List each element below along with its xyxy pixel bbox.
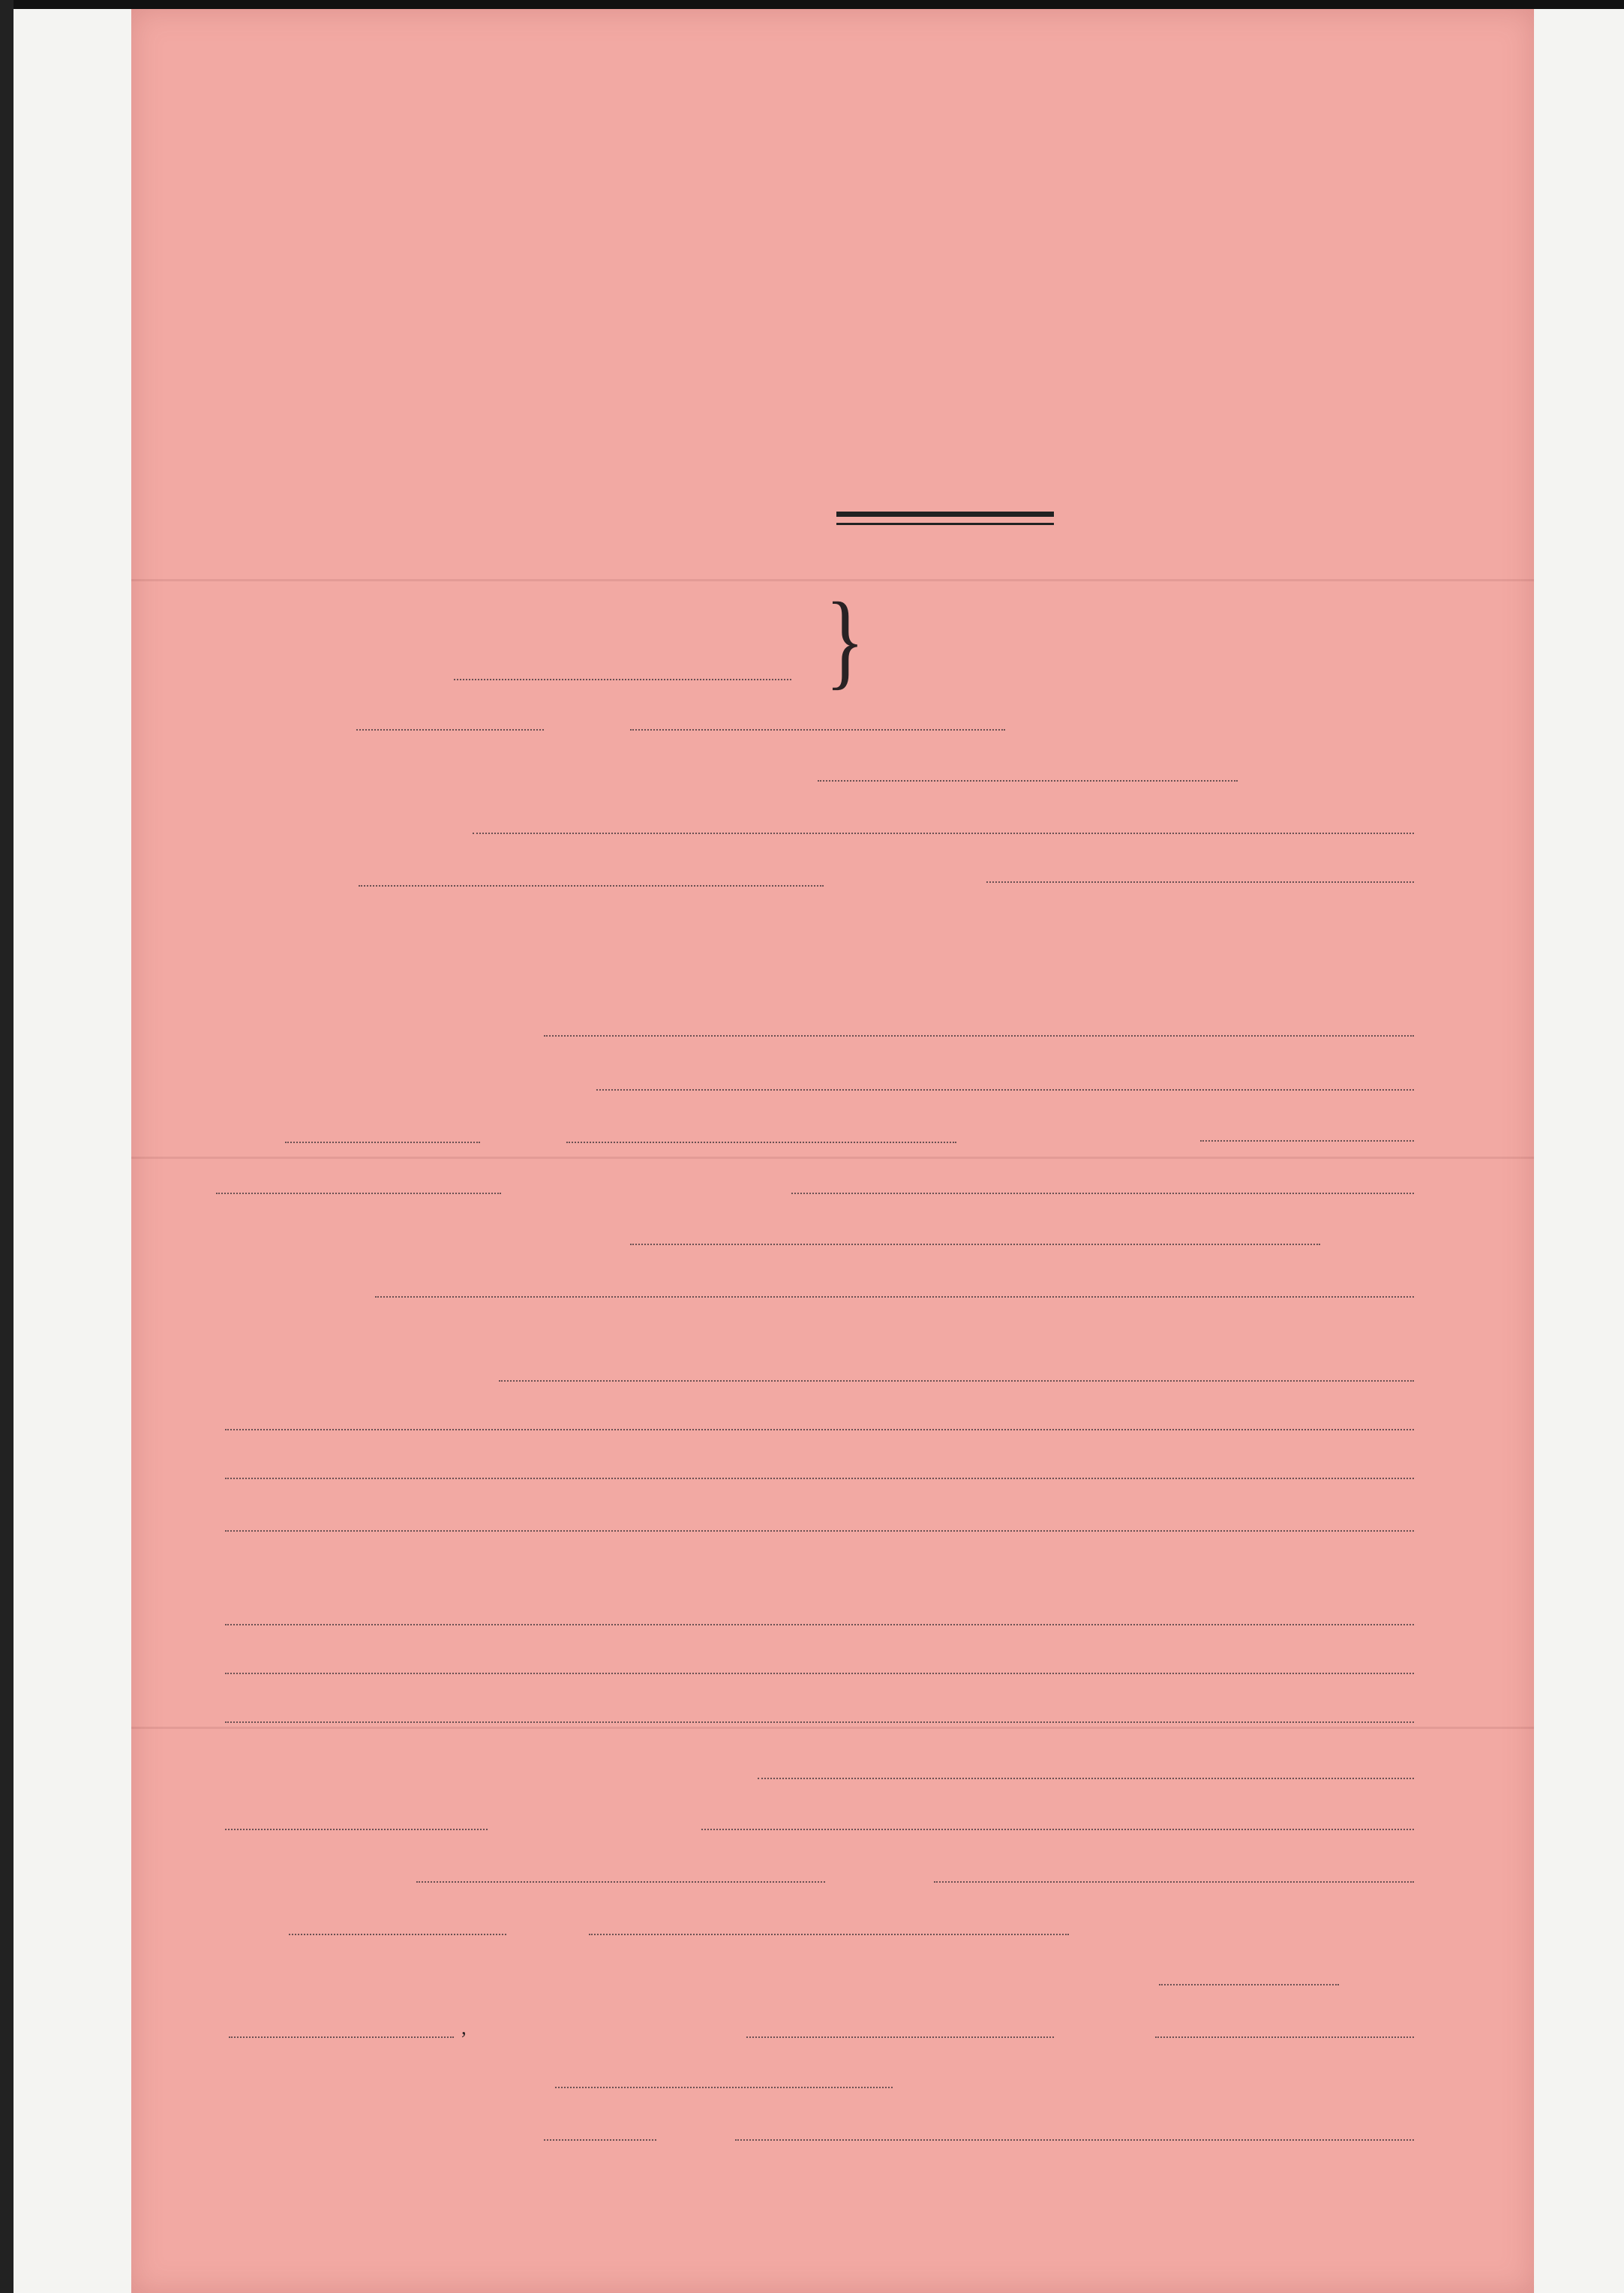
scan-left-edge <box>0 0 14 2293</box>
death-day-line <box>1159 1984 1339 1985</box>
regiment-state-line <box>791 1193 1414 1194</box>
pension-line <box>225 1624 1414 1625</box>
also-served-line <box>499 1380 1414 1382</box>
scan-top-edge <box>0 0 1624 9</box>
residence-line <box>359 885 824 887</box>
under-name-pre-line <box>225 1829 488 1830</box>
discharged-line <box>630 1244 1320 1245</box>
month-line <box>630 729 1005 731</box>
claimant-line <box>473 833 1414 834</box>
married-line <box>758 1778 1414 1779</box>
day-line <box>356 729 544 731</box>
on-account-line <box>375 1296 1414 1298</box>
county-brace: } <box>825 580 865 700</box>
marriage-state-line <box>934 1881 1414 1883</box>
regiment-line <box>216 1193 501 1194</box>
pension-claim-form <box>131 9 1534 2293</box>
fold-crease <box>131 1727 1534 1729</box>
husband-line <box>544 1035 1414 1037</box>
title-rule <box>836 512 1054 517</box>
since-line <box>735 2139 1414 2141</box>
death-month-line <box>229 2036 454 2038</box>
marriage-month-line <box>589 1934 1069 1935</box>
enlist-day-line <box>285 1142 480 1143</box>
also-served-line <box>225 1530 1414 1532</box>
resident-county-line <box>555 2087 893 2088</box>
marriage-day-line <box>289 1934 506 1935</box>
company-line <box>1200 1140 1414 1142</box>
official-line <box>818 780 1238 782</box>
title-rule <box>836 523 1054 525</box>
also-served-line <box>225 1478 1414 1479</box>
also-served-line <box>225 1429 1414 1430</box>
since-day-line <box>544 2139 656 2141</box>
death-county-line <box>746 2036 1054 2038</box>
county2-line <box>986 881 1414 883</box>
enlisted-line <box>596 1089 1414 1091</box>
county-line <box>454 679 791 680</box>
marriage-county-line <box>416 1881 825 1883</box>
death-year-prefix: , <box>461 2016 467 2039</box>
enlist-month-line <box>566 1142 956 1143</box>
death-state-line <box>1155 2036 1414 2038</box>
maiden-line <box>701 1829 1414 1830</box>
pension-line <box>225 1721 1414 1723</box>
fold-crease <box>131 1157 1534 1159</box>
pension-line <box>225 1673 1414 1674</box>
